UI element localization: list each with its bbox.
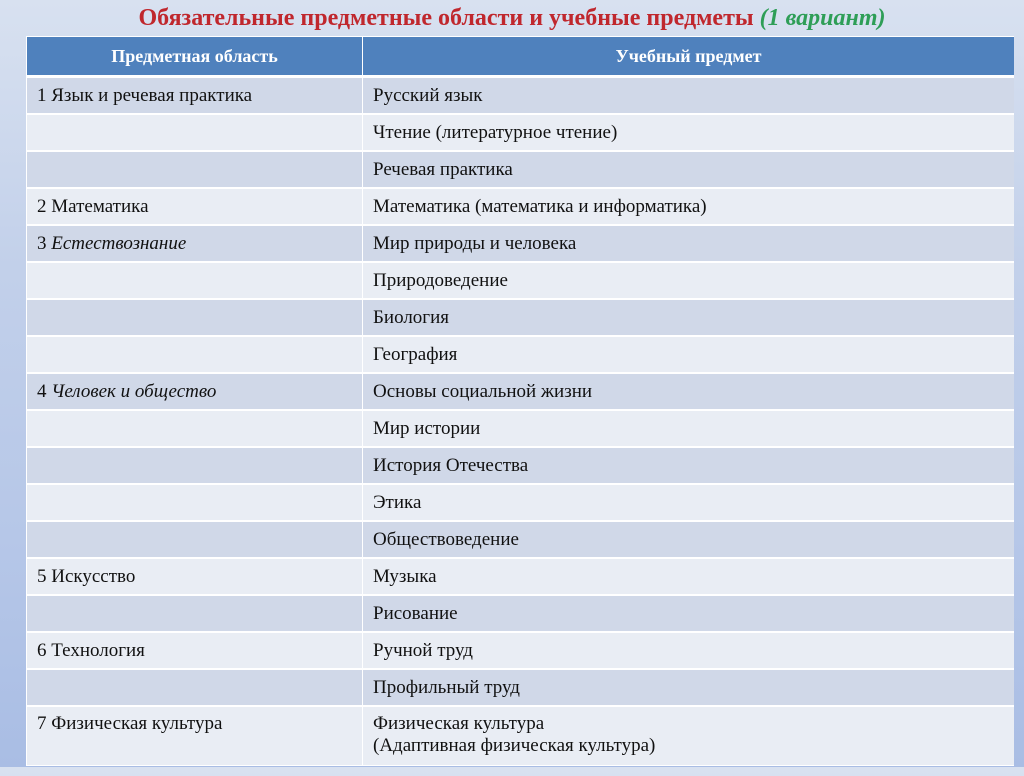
subject-area-number: 7 bbox=[37, 713, 47, 734]
subject-area-cell bbox=[27, 225, 363, 262]
school-subject-name: Речевая практика bbox=[373, 158, 513, 180]
subject-area-cell bbox=[27, 632, 363, 669]
school-subject-cell bbox=[363, 669, 1015, 706]
subject-area-number: 6 bbox=[37, 639, 47, 661]
table-row bbox=[27, 373, 1015, 410]
subject-area-name: Искусство bbox=[51, 565, 136, 587]
school-subject-cell bbox=[363, 706, 1015, 766]
school-subject-name: Мир истории bbox=[373, 417, 481, 439]
title-variant: (1 вариант) bbox=[759, 5, 886, 31]
subject-area-cell bbox=[27, 447, 363, 484]
school-subject-name: Математика (математика и информатика) bbox=[373, 195, 707, 217]
school-subject-name: Ручной труд bbox=[373, 639, 473, 661]
subject-area-cell bbox=[27, 336, 363, 373]
school-subject-name: Русский язык bbox=[373, 84, 483, 106]
school-subject-cell bbox=[363, 595, 1015, 632]
school-subject-name: История Отечества bbox=[373, 454, 529, 476]
subject-area-name: Математика bbox=[51, 195, 149, 217]
school-subject-cell bbox=[363, 77, 1015, 115]
subject-area-name: Человек и общество bbox=[51, 380, 217, 402]
subject-area-cell bbox=[27, 410, 363, 447]
school-subject-cell bbox=[363, 410, 1015, 447]
school-subject-cell bbox=[363, 151, 1015, 188]
subjects-table-container bbox=[26, 36, 1014, 776]
table-row bbox=[27, 521, 1015, 558]
subject-area-cell bbox=[27, 299, 363, 336]
subject-area-name: Технология bbox=[51, 639, 145, 661]
header-school-subject: Учебный предмет bbox=[363, 37, 1015, 77]
table-row bbox=[27, 77, 1015, 115]
school-subject-cell bbox=[363, 114, 1015, 151]
subject-area-cell bbox=[27, 151, 363, 188]
subject-area-number: 3 bbox=[37, 232, 47, 254]
table-row bbox=[27, 669, 1015, 706]
subject-area-cell bbox=[27, 373, 363, 410]
school-subject-cell bbox=[363, 299, 1015, 336]
subject-area-cell bbox=[27, 706, 363, 766]
table-row bbox=[27, 484, 1015, 521]
subject-area-cell bbox=[27, 595, 363, 632]
school-subject-cell bbox=[363, 521, 1015, 558]
subject-area-cell bbox=[27, 521, 363, 558]
table-row bbox=[27, 595, 1015, 632]
school-subject-cell bbox=[363, 558, 1015, 595]
subject-area-number: 5 bbox=[37, 565, 47, 587]
school-subject-cell bbox=[363, 188, 1015, 225]
school-subject-cell bbox=[363, 336, 1015, 373]
school-subject-cell bbox=[363, 373, 1015, 410]
school-subject-name: Природоведение bbox=[373, 269, 508, 291]
table-body bbox=[27, 77, 1015, 766]
slide-title bbox=[0, 2, 1024, 34]
table-row bbox=[27, 706, 1015, 766]
table-row bbox=[27, 447, 1015, 484]
title-main: Обязательные предметные области и учебные предметы bbox=[138, 5, 760, 31]
school-subject-name: Биология bbox=[373, 306, 450, 328]
school-subject-cell bbox=[363, 484, 1015, 521]
school-subject-name: Рисование bbox=[373, 602, 458, 624]
school-subject-name: Мир природы и человека bbox=[373, 232, 577, 254]
subject-area-number: 1 bbox=[37, 84, 47, 106]
table-row bbox=[27, 632, 1015, 669]
subject-area-number: 4 bbox=[37, 380, 47, 402]
subjects-table bbox=[26, 36, 1014, 766]
subject-area-cell bbox=[27, 669, 363, 706]
school-subject-name: Этика bbox=[373, 491, 422, 513]
table-row bbox=[27, 225, 1015, 262]
table-row bbox=[27, 558, 1015, 595]
school-subject-name: Основы социальной жизни bbox=[373, 380, 593, 402]
table-row bbox=[27, 151, 1015, 188]
subject-area-name: Физическая культура bbox=[51, 713, 223, 734]
school-subject-cell bbox=[363, 225, 1015, 262]
school-subject-name: Чтение (литературное чтение) bbox=[373, 121, 618, 143]
subject-area-cell bbox=[27, 558, 363, 595]
school-subject-name: Музыка bbox=[373, 565, 437, 587]
header-subject-area: Предметная область bbox=[27, 37, 363, 77]
school-subject-cell bbox=[363, 632, 1015, 669]
school-subject-name: Физическая культура bbox=[373, 713, 545, 734]
table-row bbox=[27, 188, 1015, 225]
subject-area-name: Язык и речевая практика bbox=[51, 84, 253, 106]
school-subject-cell bbox=[363, 262, 1015, 299]
subject-area-number: 2 bbox=[37, 195, 47, 217]
table-row bbox=[27, 299, 1015, 336]
school-subject-name: География bbox=[373, 343, 458, 365]
table-header-row bbox=[27, 37, 1015, 77]
table-row bbox=[27, 336, 1015, 373]
school-subject-name: Обществоведение bbox=[373, 528, 519, 550]
table-row bbox=[27, 262, 1015, 299]
table-row bbox=[27, 114, 1015, 151]
subject-area-name: Естествознание bbox=[51, 232, 187, 254]
subject-area-cell bbox=[27, 77, 363, 115]
subject-area-cell bbox=[27, 484, 363, 521]
subject-area-cell bbox=[27, 114, 363, 151]
subject-area-cell bbox=[27, 262, 363, 299]
table-row bbox=[27, 410, 1015, 447]
school-subject-cell bbox=[363, 447, 1015, 484]
school-subject-name: Профильный труд bbox=[373, 676, 520, 698]
subject-area-cell bbox=[27, 188, 363, 225]
school-subject-note: (Адаптивная физическая культура) bbox=[373, 735, 656, 756]
